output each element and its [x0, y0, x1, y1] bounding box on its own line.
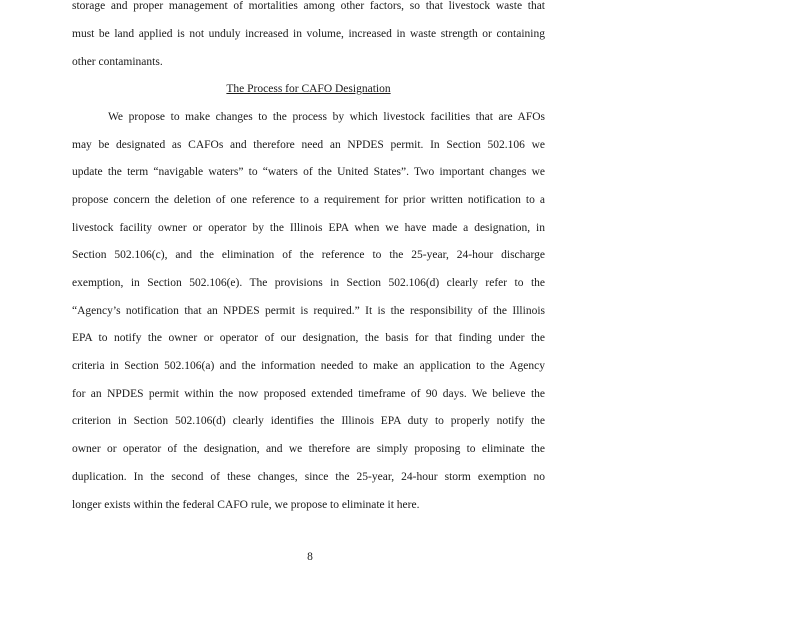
section-heading-text: The Process for CAFO Designation [226, 83, 391, 95]
text-line: update the term “navigable waters” to “waters of the United States”. Two important changes we [72, 166, 545, 178]
page-number: 8 [307, 551, 313, 563]
text-line: exemption, in Section 502.106(e). The provisions in Section 502.106(d) clearly refer to the [72, 277, 545, 289]
text-line: EPA to notify the owner or operator of our designation, the basis for that finding under the [72, 332, 545, 344]
text-line: propose concern the deletion of one reference to a requirement for prior written notification to a [72, 194, 545, 206]
section-heading [72, 82, 545, 96]
text-line: storage and proper management of mortalities among other factors, so that livestock waste that [72, 0, 545, 12]
text-line: duplication. In the second of these changes, since the 25-year, 24-hour storm exemption no [72, 471, 545, 483]
text-line: owner or operator of the designation, and we therefore are simply proposing to eliminate the [72, 443, 545, 455]
text-line: criteria in Section 502.106(a) and the information needed to make an application to the Agency [72, 360, 545, 372]
text-line: may be designated as CAFOs and therefore need an NPDES permit. In Section 502.106 we [72, 139, 545, 151]
text-line: “Agency’s notification that an NPDES permit is required.” It is the responsibility of the Illinois [72, 305, 545, 317]
text-line: We propose to make changes to the process by which livestock facilities that are AFOs [108, 111, 545, 123]
text-line: for an NPDES permit within the now proposed extended timeframe of 90 days. We believe the [72, 388, 545, 400]
text-line: Section 502.106(c), and the elimination of the reference to the 25-year, 24-hour discharge [72, 249, 545, 261]
text-line: longer exists within the federal CAFO rule, we propose to eliminate it here. [72, 499, 420, 511]
text-line: criterion in Section 502.106(d) clearly identifies the Illinois EPA duty to properly notify the [72, 415, 545, 427]
text-line: other contaminants. [72, 56, 163, 68]
text-line: must be land applied is not unduly increased in volume, increased in waste strength or containing [72, 28, 545, 40]
text-line: livestock facility owner or operator by the Illinois EPA when we have made a designation, in [72, 222, 545, 234]
